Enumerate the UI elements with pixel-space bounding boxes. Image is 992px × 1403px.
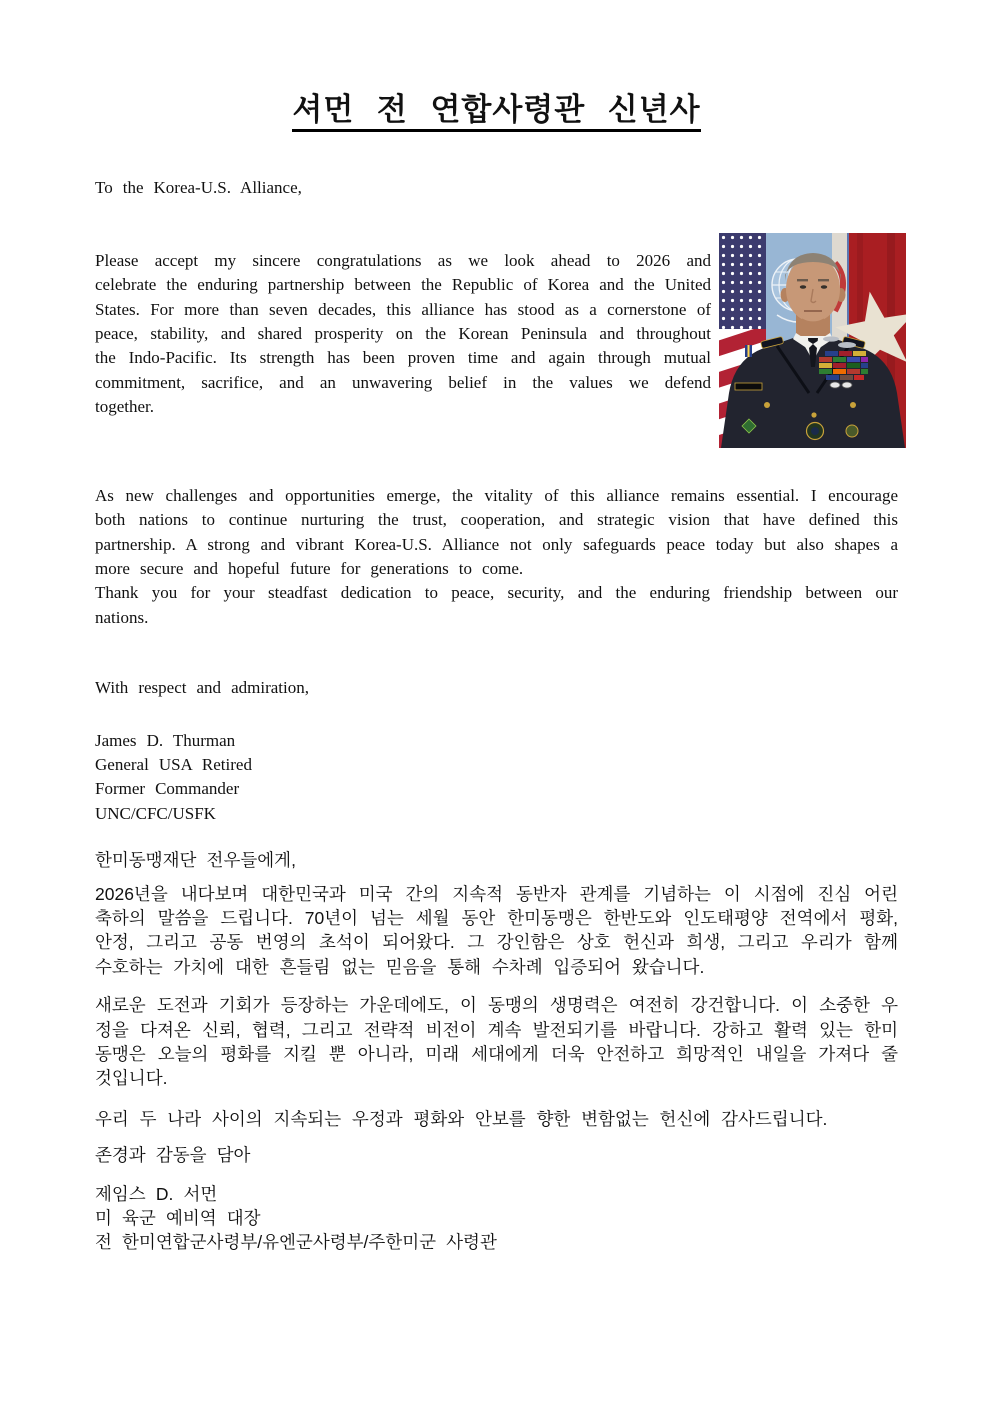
- closing-english: With respect and admiration,: [95, 678, 309, 698]
- signature-block-korean: [95, 1182, 898, 1255]
- korean-paragraph-1: 2026년을 내다보며 대한민국과 미국 간의 지속적 동반자 관계를 기념하는 이 시점에 진심 어린 축하의 말씀을 드립니다. 70년이 넘는 세월 동안 한미동맹은 한반도와 인도태평양 전역에서 평화, 안정, 그리고 공동 번영의 초석이 되어왔다. 그 강인함은 상호 헌신과 희생, 그리고 우리가 함께 수호하는 가치에 대한 흔들림 없는 믿음을 통해 수차례 입증되어 왔습니다.: [95, 883, 898, 977]
- english-paragraph-block-2: [95, 484, 898, 630]
- signature-block-english: [95, 729, 898, 827]
- general-portrait-illustration: [719, 233, 906, 448]
- signature-command-english: UNC/CFC/USFK: [95, 803, 216, 823]
- korean-paragraph-2: 새로운 도전과 기회가 등장하는 가운데에도, 이 동맹의 생명력은 여전히 강건합니다. 이 소중한 우정을 다져온 신뢰, 협력, 그리고 전략적 비전이 계속 발전되기를 바랍니다. 강하고 활력 있는 한미동맹은 오늘의 평화를 지킬 뿐 아니라, 미래 세대에게 더욱 안전하고 희망적인 내일을 가져다 줄 것입니다.: [95, 995, 898, 1089]
- portrait-photo: [719, 233, 906, 448]
- signature-command-korean: 전 한미연합군사령부/유엔군사령부/주한미군 사령관: [95, 1232, 497, 1253]
- english-paragraph-1: Please accept my sincere congratulations as we look ahead to 2026 and celebrate the enduring partnership between the Republic of Korea and the United States. For more than seven decades, this alliance has stood as a cornerstone of peace, stability, and shared prosperity on the Korean Peninsula and throughout the Indo-Pacific. Its strength has been proven time and again through mutual commitment, sacrifice, and an unwavering belief in the values we defend together.: [95, 250, 711, 417]
- salutation-korean: 한미동맹재단 전우들에게,: [95, 850, 296, 871]
- signature-rank-korean: 미 육군 예비역 대장: [95, 1208, 261, 1229]
- page-title: 셔먼 전 연합사령관 신년사: [95, 90, 898, 130]
- salutation-english: To the Korea-U.S. Alliance,: [95, 178, 302, 198]
- english-paragraph-2: As new challenges and opportunities emerge, the vitality of this alliance remains essential. I encourage both nations to continue nurturing the trust, cooperation, and strategic vision that have defined this partnership. A strong and vibrant Korea-U.S. Alliance not only safeguards peace today but also shapes a more secure and hopeful future for generations to come.: [95, 485, 898, 578]
- signature-name-english: James D. Thurman: [95, 730, 236, 750]
- signature-name-korean: 제임스 D. 서먼: [95, 1183, 218, 1204]
- english-paragraph-3: Thank you for your steadfast dedication to peace, security, and the enduring friendship between our nations.: [95, 583, 898, 627]
- signature-title-english: Former Commander: [95, 779, 240, 799]
- paragraph-with-photo-row: [95, 233, 898, 448]
- korean-paragraph-3: 우리 두 나라 사이의 지속되는 우정과 평화와 안보를 향한 변함없는 헌신에 감사드립니다.: [95, 1108, 828, 1129]
- closing-korean: 존경과 감동을 담아: [95, 1145, 251, 1166]
- signature-rank-english: General USA Retired: [95, 754, 252, 774]
